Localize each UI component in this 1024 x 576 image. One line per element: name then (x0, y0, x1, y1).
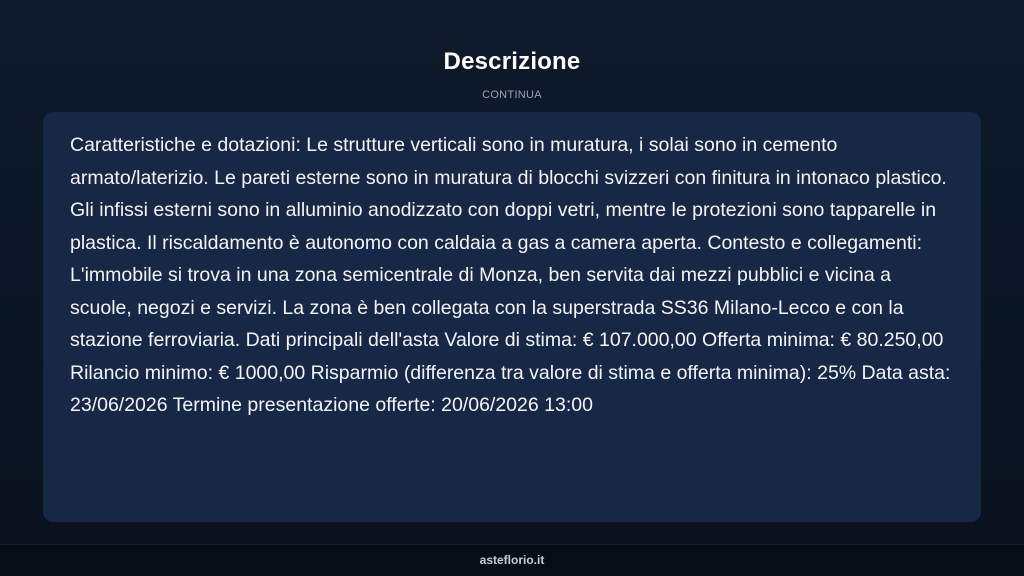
description-text: Caratteristiche e dotazioni: Le strutture verticali sono in muratura, i solai sono in cemento armato/laterizio. Le pareti esterne sono in muratura di blocchi svizzeri con finitura in intonaco plastico. Gli infissi esterni sono in alluminio anodizzato con doppi vetri, mentre le protezioni sono tapparelle in plastica. Il riscaldamento è autonomo con caldaia a gas a camera aperta. Contesto e collegamenti: L'immobile si trova in una zona semicentrale di Monza, ben servita dai mezzi pubblici e vicina a scuole, negozi e servizi. La zona è ben collegata con la superstrada SS36 Milano-Lecco e con la stazione ferroviaria. Dati principali dell'asta Valore di stima: € 107.000,00 Offerta minima: € 80.250,00 Rilancio minimo: € 1000,00 Risparmio (differenza tra valore di stima e offerta minima): 25% Data asta: 23/06/2026 Termine presentazione offerte: 20/06/2026 13:00 (70, 134, 951, 416)
footer-brand: asteflorio.it (479, 553, 545, 567)
continua-label: CONTINUA (482, 89, 542, 101)
footer-bar (0, 544, 1024, 576)
page-title: Descrizione (443, 48, 581, 75)
description-card (43, 112, 981, 522)
